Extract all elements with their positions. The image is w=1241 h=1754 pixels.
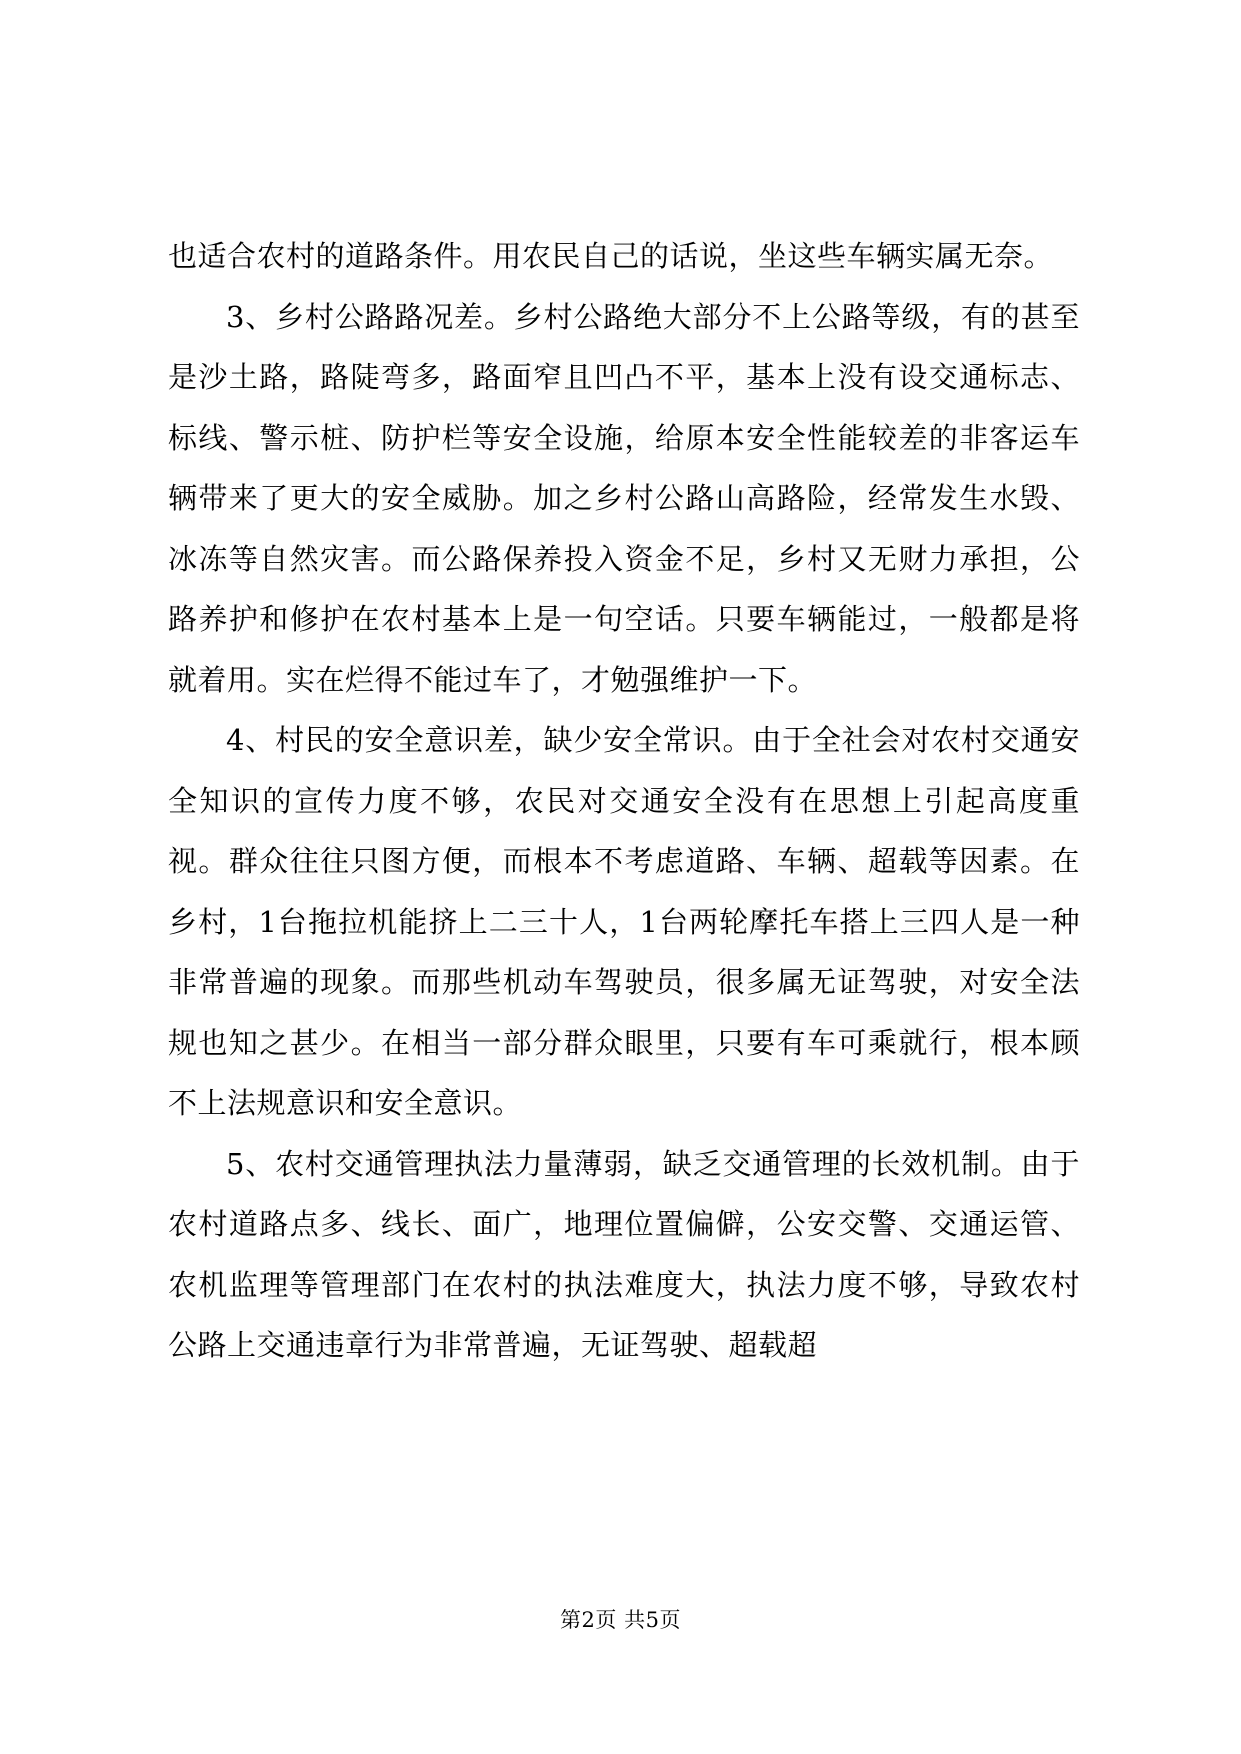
page-footer: 第2页 共5页	[560, 1608, 681, 1632]
paragraph-2: 3、乡村公路路况差。乡村公路绝大部分不上公路等级，有的甚至是沙土路，路陡弯多，路面窄且凹凸不平，基本上没有设交通标志、标线、警示桩、防护栏等安全设施，给原本安全性能较差的非客运车辆带来了更大的安全威胁。加之乡村公路山高路险，经常发生水毁、冰冻等自然灾害。而公路保养投入资金不足，乡村又无财力承担，公路养护和修护在农村基本上是一句空话。只要车辆能过，一般都是将就着用。实在烂得不能过车了，才勉强维护一下。	[168, 299, 1080, 697]
paragraph-1: 也适合农村的道路条件。用农民自己的话说，坐这些车辆实属无奈。	[168, 239, 1054, 273]
paragraph-4: 5、农村交通管理执法力量薄弱，缺乏交通管理的长效机制。由于农村道路点多、线长、面广，地理位置偏僻，公安交警、交通运管、农机监理等管理部门在农村的执法难度大，执法力度不够，导致农村公路上交通违章行为非常普遍，无证驾驶、超载超	[168, 1146, 1080, 1362]
document-body	[168, 226, 1080, 1376]
paragraph-3: 4、村民的安全意识差，缺少安全常识。由于全社会对农村交通安全知识的宣传力度不够，农民对交通安全没有在思想上引起高度重视。群众往往只图方便，而根本不考虑道路、车辆、超载等因素。在乡村，1台拖拉机能挤上二三十人，1台两轮摩托车搭上三四人是一种非常普遍的现象。而那些机动车驾驶员，很多属无证驾驶，对安全法规也知之甚少。在相当一部分群众眼里，只要有车可乘就行，根本顾不上法规意识和安全意识。	[168, 723, 1080, 1120]
